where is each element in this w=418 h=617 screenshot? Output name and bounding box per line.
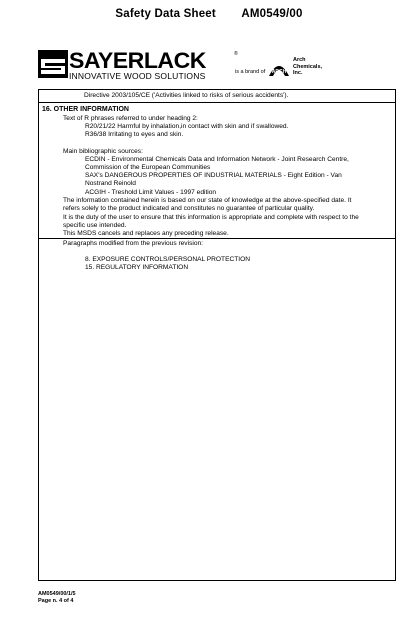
document-code: AM0549/00 xyxy=(241,8,303,20)
bibliography-intro: Main bibliographic sources: xyxy=(63,148,143,155)
content-box xyxy=(38,89,396,581)
trademark-symbol: ® xyxy=(234,51,238,57)
info-line: This MSDS cancels and replaces any preceding release. xyxy=(63,230,229,237)
info-line: refers solely to the product indicated and constitutes no guarantee of particular quality. xyxy=(63,205,315,212)
arch-line-1: Arch xyxy=(293,57,306,63)
brand-logo-row xyxy=(38,48,383,82)
directive-row xyxy=(39,90,395,103)
page-footer xyxy=(38,591,76,605)
info-line: It is the duty of the user to ensure that this information is appropriate and complete with respect to the xyxy=(63,214,359,221)
modified-intro: Paragraphs modified from the previous revision: xyxy=(63,240,204,247)
arch-company-name xyxy=(293,57,322,77)
bibliography-line: Nostrand Reinold xyxy=(85,180,136,187)
info-line: The information contained herein is based on our state of knowledge at the above-specified date. It xyxy=(63,197,352,204)
r-phrase-item: R20/21/22 Harmful by inhalation,in contact with skin and if swallowed. xyxy=(85,123,289,130)
bibliography-line: ACGIH - Treshold Limit Values - 1997 edition xyxy=(85,189,217,196)
modified-item: 15. REGULATORY INFORMATION xyxy=(85,264,189,271)
arch-line-2: Chemicals, xyxy=(293,63,323,70)
directive-text: Directive 2003/105/CE ('Activities linked to risks of serious accidents'). xyxy=(84,92,289,99)
brand-name: SAYERLACK xyxy=(69,48,206,73)
bibliography-line: Commission of the European Communities xyxy=(85,164,211,171)
document-title: Safety Data Sheet xyxy=(115,8,216,20)
arch-line-3: Inc. xyxy=(293,70,303,76)
footer-document-code: AM0549/00/1/5 xyxy=(38,591,76,597)
r-phrase-item: R36/38 Irritating to eyes and skin. xyxy=(85,131,184,138)
section-title: 16. OTHER INFORMATION xyxy=(42,106,129,113)
bibliography-line: SAX's DANGEROUS PROPERTIES OF INDUSTRIAL MATERIALS - Eight Edition - Van xyxy=(85,172,342,179)
arch-logo-text: ARCH xyxy=(271,69,287,75)
arch-logo-icon xyxy=(268,60,290,77)
info-line: specific use intended. xyxy=(63,222,127,229)
brand-tagline: INNOVATIVE WOOD SOLUTIONS xyxy=(69,71,206,81)
page-title xyxy=(0,8,418,20)
modified-item: 8. EXPOSURE CONTROLS/PERSONAL PROTECTION xyxy=(85,256,250,263)
r-phrases-intro: Text of R phrases referred to under heading 2: xyxy=(63,115,198,122)
sayerlack-logo-icon xyxy=(38,50,68,78)
bibliography-line: ECDIN - Environmental Chemicals Data and Information Network - Joint Research Centre, xyxy=(85,156,349,163)
footer-page-number: Page n. 4 of 4 xyxy=(38,598,74,604)
brand-of-text: is a brand of xyxy=(235,69,266,75)
section-divider xyxy=(39,238,395,239)
